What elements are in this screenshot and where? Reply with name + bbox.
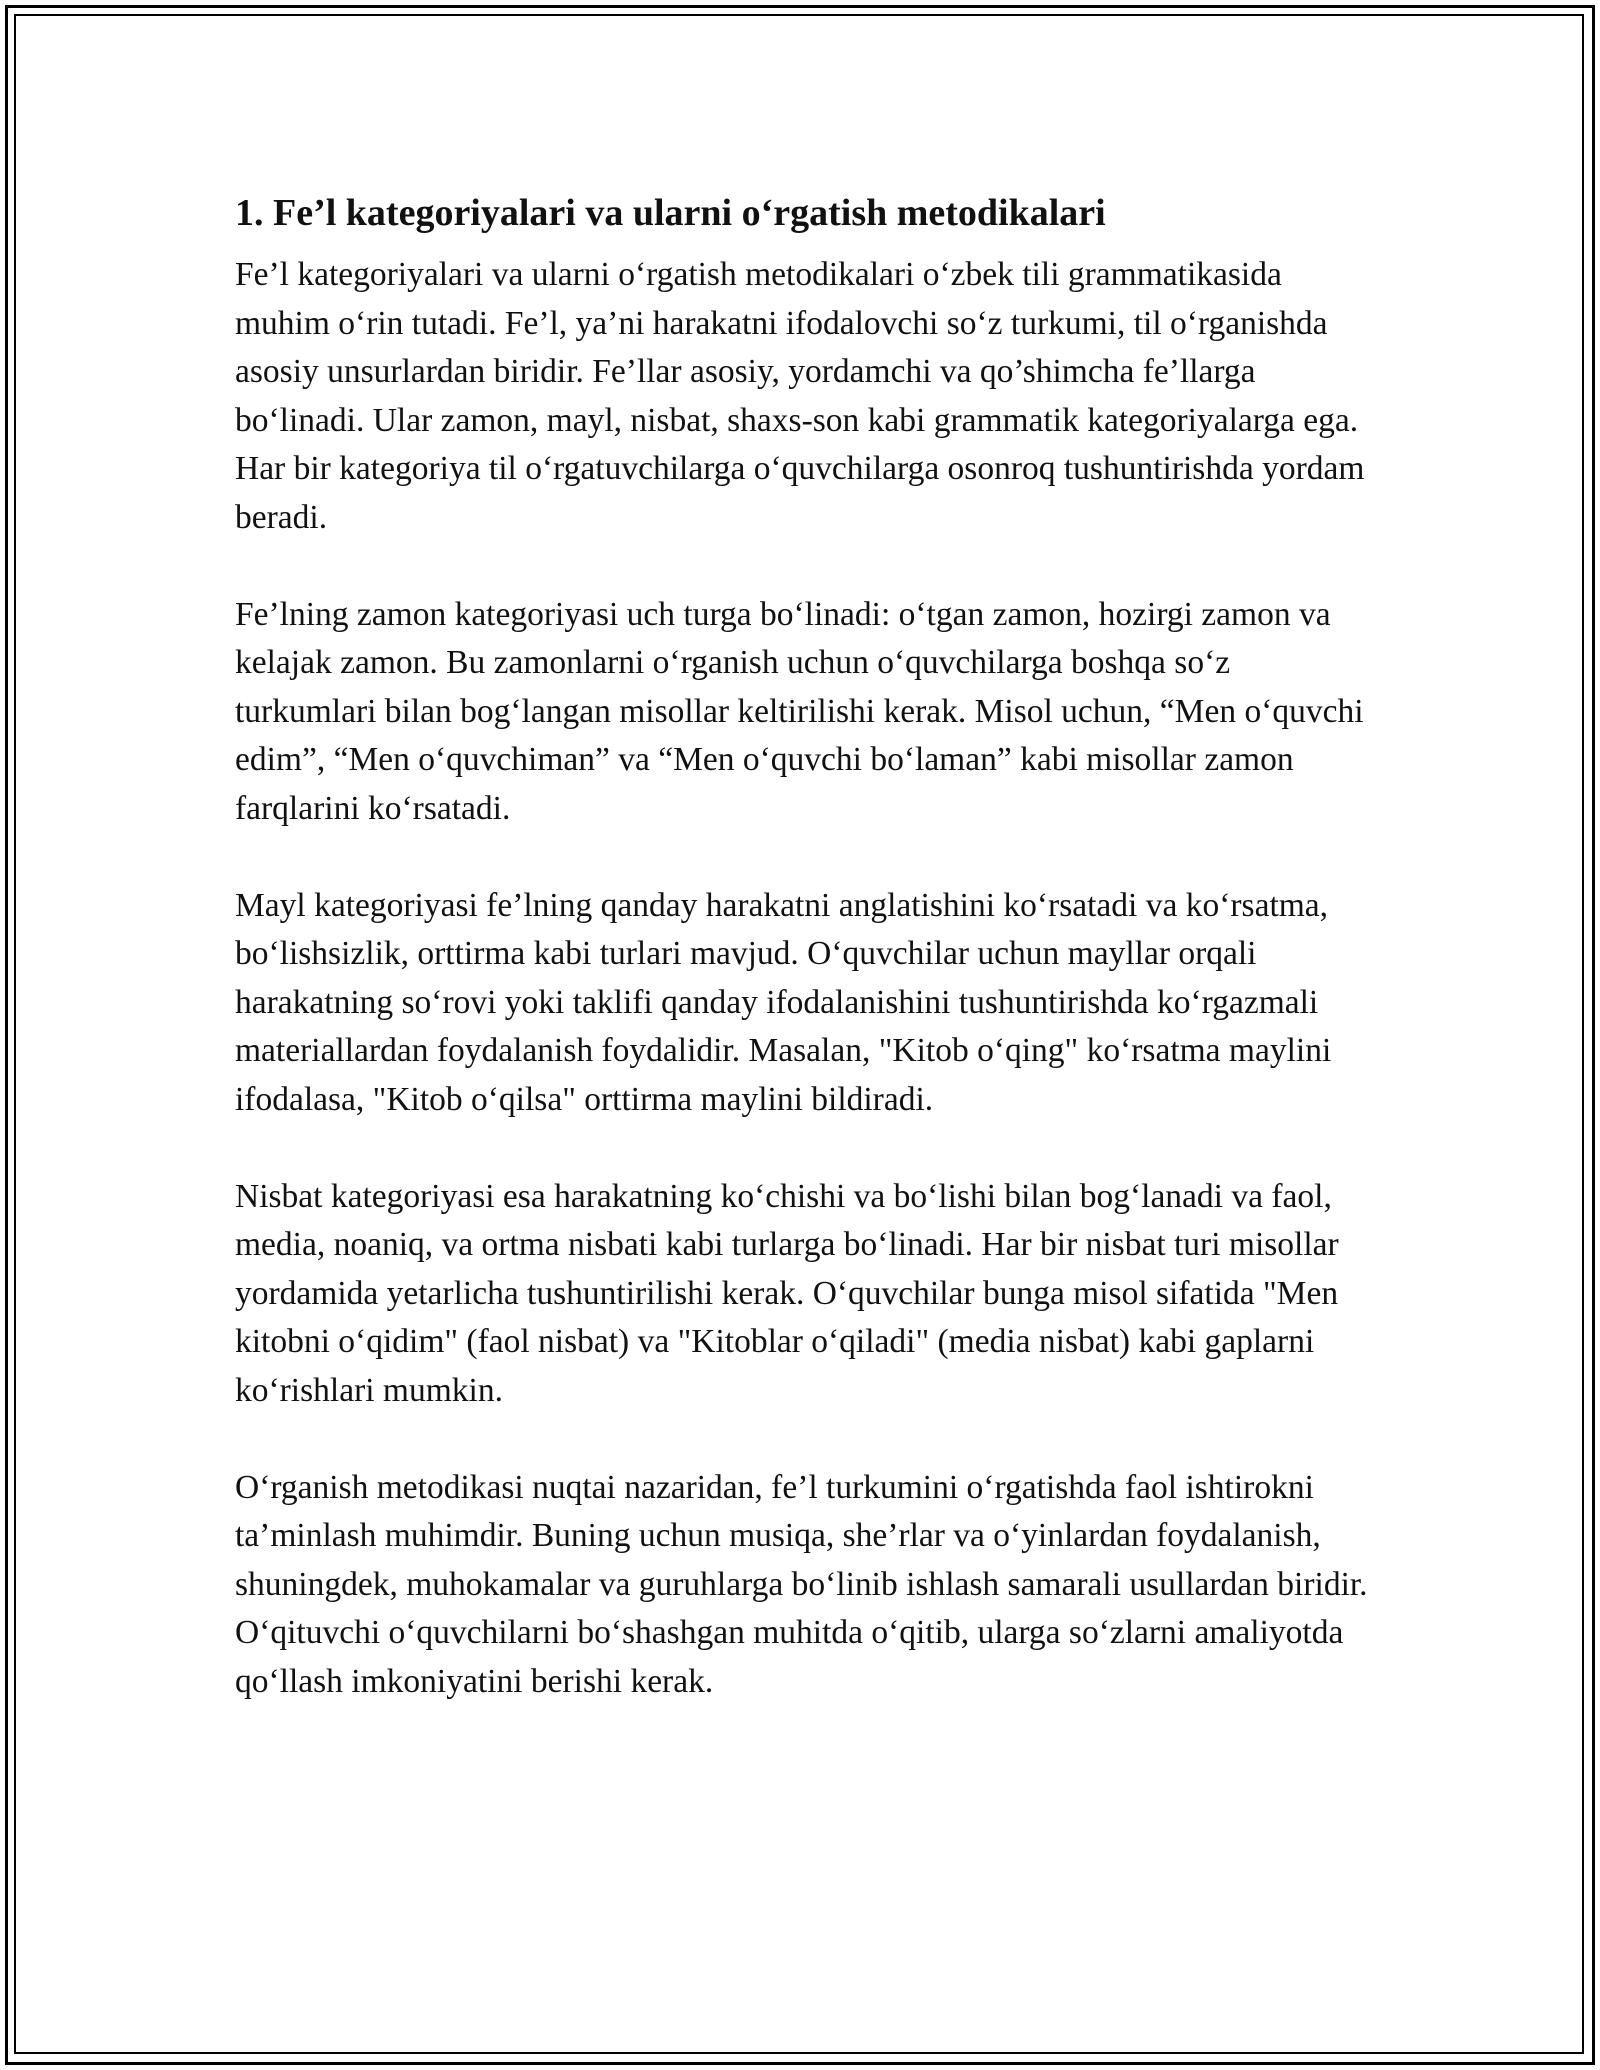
paragraph-voice: Nisbat kategoriyasi esa harakatning ko‘chishi va bo‘lishi bilan bog‘lanadi va faol, media, noaniq, va ortma nisbati kabi turlarga bo‘linadi. Har bir nisbat turi misollar yordamida yetarlicha tushuntirilishi kerak. O‘quvchilar bunga misol sifatida "Men kitobni o‘qidim" (faol nisbat) va "Kitoblar o‘qiladi" (media nisbat) kabi gaplarni ko‘rishlari mumkin. — [235, 1177, 1339, 1409]
document-body — [235, 185, 1375, 1706]
section-heading: 1. Fe’l kategoriyalari va ularni o‘rgatish metodikalari — [235, 192, 1106, 234]
paragraph-methodology: O‘rganish metodikasi nuqtai nazaridan, fe’l turkumini o‘rgatishda faol ishtirokni ta’minlash muhimdir. Buning uchun musiqa, she’rlar va o‘yinlardan foydalanish, shuningdek, muhokamalar va guruhlarga bo‘linib ishlash samarali usullardan biridir. O‘qituvchi o‘quvchilarni bo‘shashgan muhitda o‘qitib, ularga so‘zlarni amaliyotda qo‘llash imkoniyatini berishi kerak. — [235, 1468, 1368, 1700]
paragraph-tense: Fe’lning zamon kategoriyasi uch turga bo‘linadi: o‘tgan zamon, hozirgi zamon va kelajak zamon. Bu zamonlarni o‘rganish uchun o‘quvchilarga boshqa so‘z turkumlari bilan bog‘langan misollar keltirilishi kerak. Misol uchun, “Men o‘quvchi edim”, “Men o‘quvchiman” va “Men o‘quvchi bo‘laman” kabi misollar zamon farqlarini ko‘rsatadi. — [235, 595, 1364, 827]
paragraph-mood: Mayl kategoriyasi fe’lning qanday harakatni anglatishini ko‘rsatadi va ko‘rsatma, bo‘lishsizlik, orttirma kabi turlari mavjud. O‘quvchilar uchun mayllar orqali harakatning so‘rovi yoki taklifi qanday ifodalanishini tushuntirishda ko‘rgazmali materiallardan foydalanish foydalidir. Masalan, "Kitob o‘qing" ko‘rsatma maylini ifodalasa, "Kitob o‘qilsa" orttirma maylini bildiradi. — [235, 886, 1332, 1118]
paragraph-intro: Fe’l kategoriyalari va ularni o‘rgatish metodikalari o‘zbek tili grammatikasida muhim o‘rin tutadi. Fe’l, ya’ni harakatni ifodalovchi so‘z turkumi, til o‘rganishda asosiy unsurlardan biridir. Fe’llar asosiy, yordamchi va qo’shimcha fe’llarga bo‘linadi. Ular zamon, mayl, nisbat, shaxs-son kabi grammatik kategoriyalarga ega. Har bir kategoriya til o‘rgatuvchilarga o‘quvchilarga osonroq tushuntirishda yordam beradi. — [235, 256, 1365, 536]
